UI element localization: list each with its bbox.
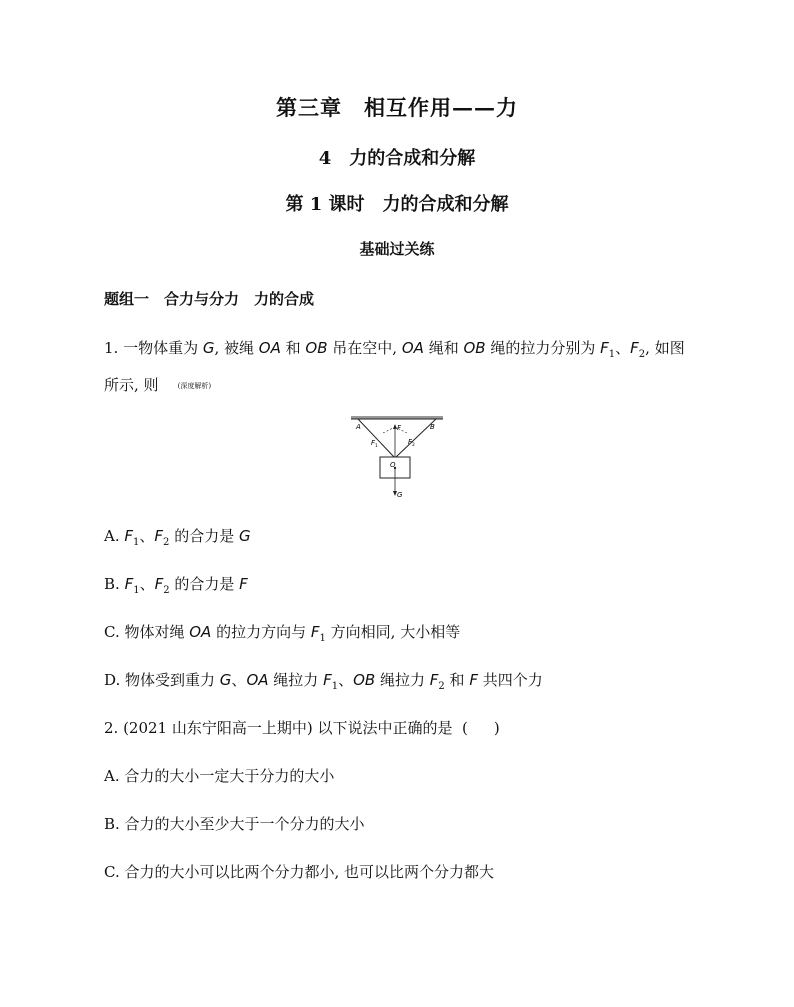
q1-figure [350, 413, 450, 503]
label-f1-sub: 1 [375, 444, 378, 449]
q1-tag: (深度解析) [177, 382, 212, 390]
label-a: A [356, 423, 361, 431]
label-f2: F [408, 438, 413, 446]
q1-option-a[interactable]: A. $F_1$、$F_2$ 的合力是 G [104, 527, 251, 548]
group-heading: 题组一 合力与分力 力的合成 [104, 290, 315, 308]
label-f1: F [371, 439, 376, 447]
q1-stem-line1: 1. 一物体重为 G, 被绳 OA 和 OB 吊在空中, OA 绳和 OB 绳的拉力分别为 $F_1$、$F_2$, 如图 [104, 339, 685, 360]
q2-stem: 2. (2021 山东宁阳高一上期中) 以下说法中正确的是 ( ) [104, 719, 500, 737]
label-f2-sub: 2 [412, 443, 415, 448]
q1-option-d[interactable]: D. 物体受到重力 G、OA 绳拉力 $F_1$、OB 绳拉力 $F_2$ 和 F 共四个力 [104, 671, 543, 692]
ceiling [351, 416, 443, 419]
label-b: B [430, 423, 435, 431]
q2-option-c[interactable]: C. 合力的大小可以比两个分力都小, 也可以比两个分力都大 [104, 863, 495, 881]
section-title: 4 力的合成和分解 [318, 148, 476, 169]
q2-option-b[interactable]: B. 合力的大小至少大于一个分力的大小 [104, 815, 365, 833]
rope-oa [358, 419, 394, 457]
q1-option-b[interactable]: B. $F_1$、$F_2$ 的合力是 F [104, 575, 248, 596]
label-o: O [390, 461, 396, 469]
dash-1 [383, 427, 395, 433]
q2-option-a[interactable]: A. 合力的大小一定大于分力的大小 [104, 767, 335, 785]
chapter-title: 第三章 相互作用——力 [276, 95, 518, 120]
label-g: G [397, 491, 403, 499]
q1-stem-line2: 所示, 则 (深度解析) [104, 376, 212, 394]
label-f: F [397, 424, 402, 432]
q1-option-c[interactable]: C. 物体对绳 OA 的拉力方向与 $F_1$ 方向相同, 大小相等 [104, 623, 461, 644]
practice-heading: 基础过关练 [359, 240, 435, 258]
lesson-title: 第 1 课时 力的合成和分解 [285, 194, 509, 215]
